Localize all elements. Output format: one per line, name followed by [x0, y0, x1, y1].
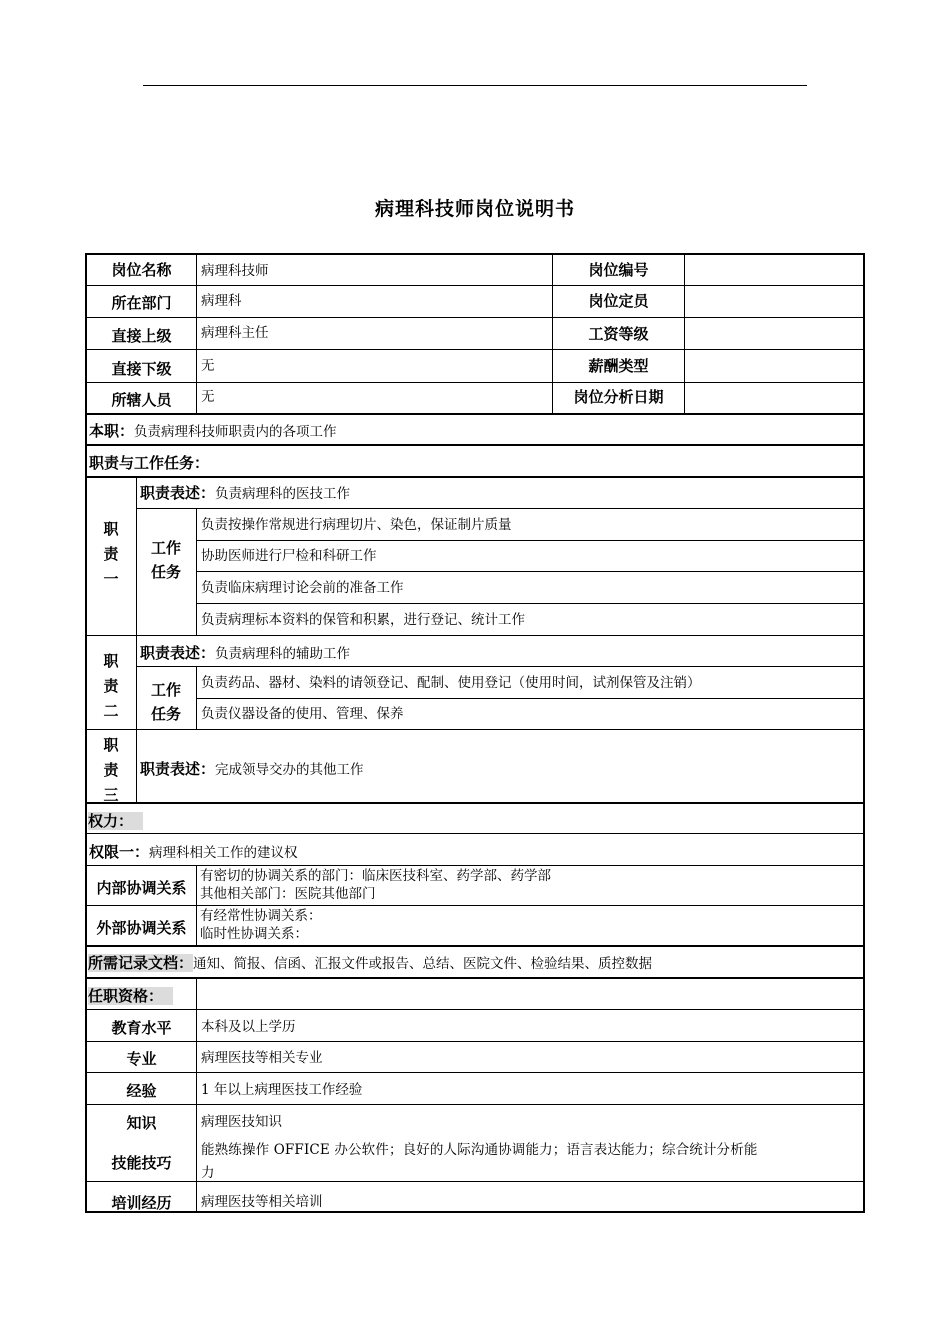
authority-row [89, 844, 298, 861]
row-line [87, 977, 865, 979]
resp2-label: 职 责 二 [103, 652, 119, 720]
resp1-desc: 负责病理科的医技工作 [215, 486, 351, 502]
resp1-task: 负责病理标本资料的保管和积累，进行登记、统计工作 [201, 612, 525, 628]
resp1-task: 负责临床病理讨论会前的准备工作 [201, 580, 404, 596]
training-label: 培训经历 [111, 1194, 172, 1212]
row-line [87, 413, 865, 415]
department-value: 病理科 [201, 293, 242, 309]
row-line [87, 317, 865, 318]
col-line [196, 255, 197, 413]
col-line [196, 508, 197, 635]
position-name-label: 岗位名称 [111, 261, 172, 279]
salary-grade-label: 工资等级 [588, 325, 649, 343]
row-line [87, 349, 865, 350]
skills-label: 技能技巧 [111, 1154, 172, 1172]
position-code-label: 岗位编号 [588, 261, 649, 279]
row-line [87, 802, 865, 804]
resp1-task-label: 工作 任务 [150, 539, 181, 581]
duty-row [89, 423, 337, 440]
row-line [87, 285, 865, 286]
col-line [196, 666, 197, 729]
col-line [196, 865, 197, 945]
resp2-desc: 负责病理科的辅助工作 [215, 646, 351, 662]
row-line [87, 905, 865, 906]
row-line [197, 603, 865, 604]
department-label: 所在部门 [111, 294, 172, 312]
col-line [196, 977, 197, 1213]
resp2-desc-row [140, 645, 350, 662]
header-rule [143, 85, 807, 86]
row-line [87, 729, 865, 730]
records-label: 所需记录文档： [88, 954, 194, 972]
responsibilities-header: 职责与工作任务： [89, 454, 210, 472]
training-value: 病理医技等相关培训 [201, 1194, 323, 1210]
resp1-desc-row [140, 485, 350, 502]
row-line [87, 635, 865, 636]
resp1-task: 负责按操作常规进行病理切片、染色，保证制片质量 [201, 517, 512, 533]
qualifications-header-row [88, 988, 173, 1004]
resp1-task: 协助医师进行尸检和科研工作 [201, 548, 377, 564]
headcount-label: 岗位定员 [588, 292, 649, 310]
position-name-value: 病理科技师 [201, 263, 269, 279]
authority-label: 权限一： [89, 843, 150, 861]
staff-value: 无 [201, 389, 215, 405]
resp2-task-label: 工作 任务 [150, 681, 181, 723]
resp3-label: 职 责 三 [103, 736, 119, 804]
records-row [88, 955, 652, 972]
major-label: 专业 [126, 1050, 157, 1068]
resp3-desc-label: 职责表述： [140, 760, 216, 778]
skills-value: 能熟练操作 OFFICE 办公软件；良好的人际沟通协调能力；语言表达能力；综合统计分析能 [201, 1142, 758, 1158]
resp2-task: 负责仪器设备的使用、管理、保养 [201, 706, 404, 722]
resp2-desc-label: 职责表述： [140, 644, 216, 662]
internal-coordination-line: 其他相关部门：医院其他部门 [200, 886, 376, 902]
row-line [87, 476, 865, 478]
superior-value: 病理科主任 [201, 325, 269, 341]
row-line [87, 382, 865, 383]
education-label: 教育水平 [111, 1019, 172, 1037]
row-line [87, 1104, 865, 1105]
col-line [684, 255, 685, 413]
col-line [136, 476, 137, 802]
authority-text: 病理科相关工作的建议权 [149, 845, 298, 861]
power-header: 权力： [88, 812, 134, 830]
row-line [87, 945, 865, 947]
records-text: 通知、简报、信函、汇报文件或报告、总结、医院文件、检验结果、质控数据 [193, 956, 653, 972]
education-value: 本科及以上学历 [201, 1019, 296, 1035]
analysis-date-label: 岗位分析日期 [573, 388, 664, 406]
row-line [87, 1009, 865, 1010]
row-line [87, 865, 865, 866]
skills-value-continued: 力 [201, 1165, 215, 1181]
row-line [87, 1072, 865, 1073]
resp3-desc-row [140, 761, 364, 778]
row-line [87, 444, 865, 446]
duty-label: 本职： [89, 422, 135, 440]
power-header-row [88, 813, 143, 829]
row-line [137, 508, 865, 509]
external-coordination-label: 外部协调关系 [96, 919, 187, 937]
row-line [87, 1181, 865, 1182]
document-title: 病理科技师岗位说明书 [374, 198, 575, 220]
internal-coordination-label: 内部协调关系 [96, 879, 187, 897]
pay-type-label: 薪酬类型 [588, 357, 649, 375]
duty-text: 负责病理科技师职责内的各项工作 [134, 424, 337, 440]
row-line [87, 833, 865, 834]
resp1-desc-label: 职责表述： [140, 484, 216, 502]
experience-value: 1 年以上病理医技工作经验 [201, 1082, 363, 1098]
row-line [197, 698, 865, 699]
row-line [197, 540, 865, 541]
row-line [137, 666, 865, 667]
job-description-table [85, 253, 865, 1213]
staff-label: 所辖人员 [111, 391, 172, 409]
qualifications-header: 任职资格： [88, 987, 164, 1005]
subordinate-label: 直接下级 [111, 360, 172, 378]
knowledge-value: 病理医技知识 [201, 1114, 282, 1130]
superior-label: 直接上级 [111, 327, 172, 345]
major-value: 病理医技等相关专业 [201, 1050, 323, 1066]
row-line [87, 1041, 865, 1042]
external-coordination-line: 临时性协调关系： [200, 926, 308, 942]
external-coordination-line: 有经常性协调关系： [200, 908, 322, 924]
row-line [197, 571, 865, 572]
subordinate-value: 无 [201, 358, 215, 374]
internal-coordination-line: 有密切的协调关系的部门：临床医技科室、药学部、药学部 [200, 868, 551, 884]
resp3-desc: 完成领导交办的其他工作 [215, 762, 364, 778]
knowledge-label: 知识 [126, 1114, 157, 1132]
experience-label: 经验 [126, 1082, 157, 1100]
resp1-label: 职 责 一 [103, 520, 119, 588]
resp2-task: 负责药品、器材、染料的请领登记、配制、使用登记（使用时间，试剂保管及注销） [201, 675, 701, 691]
